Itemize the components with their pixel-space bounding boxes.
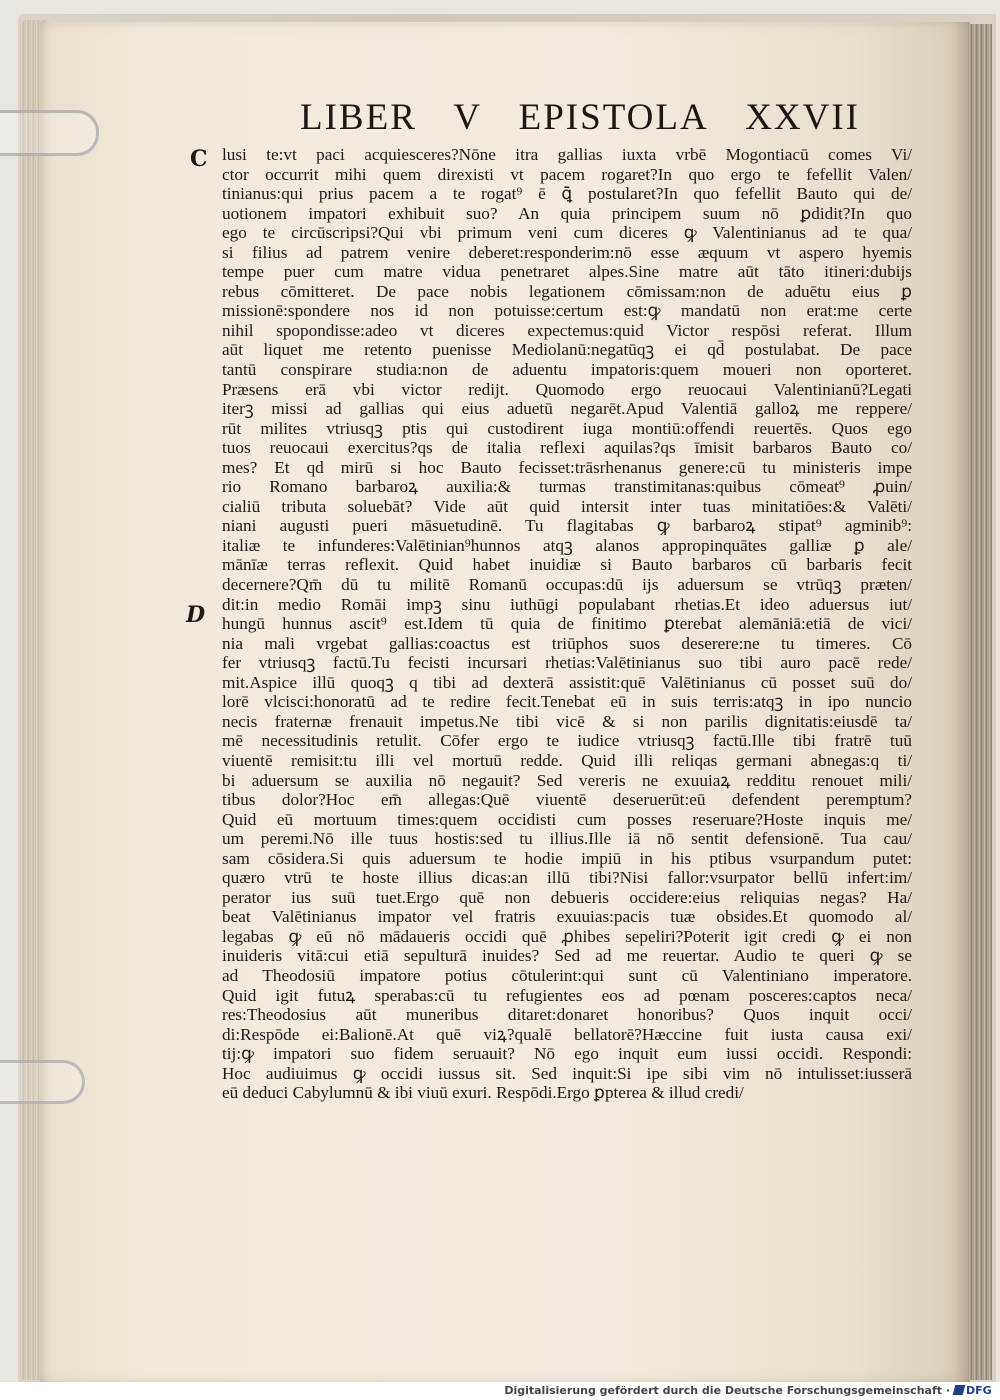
- text-line: ego te circūscripsi?Qui vbi primum veni cum diceres ꝙ Valentinianus ad te qua/: [222, 223, 912, 243]
- dfg-logo-text: DFG: [966, 1383, 992, 1397]
- text-line: Quid igit futuꝝ sperabas:cū tu refugientes eos ad pœnam posceres:captos neca/: [222, 985, 912, 1005]
- text-line: tempe puer cum matre vidua penetraret alpes.Sine matre aūt tāto itineri:dubijs: [222, 262, 912, 282]
- text-line: Præsens erā vbi victor redijt. Quomodo ergo reuocaui Valentinianū?Legati: [222, 379, 912, 399]
- text-line: decernere?Qm̄ dū tu militē Romanū occupas:dū ijs aduersum se vtrūqꝫ præten/: [222, 575, 912, 595]
- text-line: tuos reuocaui exercitus?qs de italia reflexi aquilas?qs īmisit barbaros Bauto co/: [222, 438, 912, 458]
- text-line: quæro vtrū te hoste illius dicas:an illū tibi?Nisi fallor:vsurpator bellū infert:im/: [222, 868, 912, 888]
- text-line: lusi te:vt paci acquiesceres?Nōne itra gallias iuxta vrbē Mogontiacū comes Vi/: [222, 145, 912, 164]
- text-line: hungū hunnus ascit⁹ est.Idem tū quia de finitimo ꝑterebat alemāniā:etiā de vici/: [222, 614, 912, 634]
- text-line: niani augusti pueri māsuetudinē. Tu flagitabas ꝙ barbaroꝝ stipat⁹ agminib⁹:: [222, 516, 912, 536]
- text-line: dit:in medio Romāi impꝫ sinu iuthūgi populabant rhetias.Et ideo aduersus iut/: [222, 594, 912, 614]
- text-line: uotionem impatori exhibuit suo? An quia principem suum nō ꝑdidit?In quo: [222, 203, 912, 223]
- running-header: [300, 96, 860, 140]
- digitization-credit: Digitalisierung gefördert durch die Deutsche Forschungsgemeinschaft ·: [504, 1384, 950, 1397]
- text-line: tij:ꝙ impatori suo fidem seruauit? Nō ego inquit eum iussi occidi. Respondi:: [222, 1044, 912, 1064]
- text-line: mit.Aspice illū quoqꝫ q tibi ad dexterā assistit:quē Valētinianus cū posset suū do/: [222, 672, 912, 692]
- text-line: um peremi.Nō ille tuus hostis:sed tu illius.Ille iā nō sentit defensionē. Tua cau/: [222, 829, 912, 849]
- text-line: iterꝫ missi ad gallias qui eius aduetū negarēt.Apud Valentiā galloꝝ me reppere/: [222, 399, 912, 419]
- text-line: missionē:spondere nos id non potuisse:certum est:ꝙ mandatū non erat:me certe: [222, 301, 912, 321]
- dfg-logo: [954, 1383, 994, 1397]
- dfg-logo-mark-icon: [953, 1385, 966, 1395]
- text-line: inuideris vitā:cui etiā sepulturā inuides? Sed ad me reuertar. Audio te queri ꝙ se: [222, 946, 912, 966]
- text-line: rūt milites vtriusqꝫ ptis qui custodirent iuga montiū:offendi reuertēs. Quos ego: [222, 418, 912, 438]
- text-line: lorē vlcisci:honoratū ad te redire fecit.Tenebat eū in suis terris:atqꝫ in ipo nuncio: [222, 692, 912, 712]
- text-line: necis fraternæ frenauit impetus.Ne tibi vicē & si non parilis dignitatis:eiusdē ta/: [222, 711, 912, 731]
- text-line: bi aduersum se auxilia nō negauit? Sed vereris ne exuuiaꝝ redditu renouet mili/: [222, 770, 912, 790]
- text-line: cialiū tributa soluebāt? Vide aūt quid intersit inter tuas minitatiōes:& Valēti/: [222, 496, 912, 516]
- text-line: rio Romano barbaroꝝ auxilia:& turmas transtimitanas:quibus cōmeat⁹ ꝓuin/: [222, 477, 912, 497]
- text-line: tantū conspirare studia:non de aduentu impatoris:quem moueri non oporteret.: [222, 360, 912, 380]
- text-line: nia mali vrgebat gallias:coactus est triūphos suos deserere:ne tu timeres. Cō: [222, 633, 912, 653]
- text-line: si filius ad patrem venire deberet:responderim:nō esse æquum vt aspero hyemis: [222, 242, 912, 262]
- text-line: Quid eū mortuum times:quem occidisti cum posses reseruare?Hoste inquis me/: [222, 809, 912, 829]
- text-line: mes? Et qd mirū si hoc Bauto fecisset:trāsrhenanus genere:cū tu ministeris impe: [222, 457, 912, 477]
- text-line: mē necessitudinis retulit. Cōfer ergo te iudice vtriusqꝫ factū.Ille tibi fratrē tuū: [222, 731, 912, 751]
- text-line: eū deduci Cabylumnū & ibi viuū exuri. Respōdi.Ergo ꝑpterea & illud credi/: [222, 1083, 744, 1103]
- text-line: italiæ te infunderes:Valētinian⁹hunnos atqꝫ alanos appropinquātes galliæ ꝑ ale/: [222, 535, 912, 555]
- page-clip-top: [0, 110, 99, 156]
- text-line: res:Theodosius aūt muneribus ditaret:donaret honoribus? Quos inquit occi/: [222, 1005, 912, 1025]
- marginal-initial-c: C: [190, 146, 208, 172]
- text-line: sam cōsidera.Si quis aduersum te hodie impiū in his ptibus vsurpandum putet:: [222, 848, 912, 868]
- text-line: ctor occurrit mihi quem direxisti vt pacem rogaret?In quo ergo te fefellit Valen/: [222, 164, 912, 184]
- page-clip-bottom: [0, 1060, 85, 1104]
- text-line: di:Respōde ei:Balionē.At quē viꝝ?qualē bellatorē?Hæccine fuit iusta causa exi/: [222, 1024, 912, 1044]
- header-book-number: V: [453, 97, 483, 138]
- text-line: viuentē remisit:tu illi vel mortuū redde. Quid illi reliqas germani abnegas:q ti/: [222, 750, 912, 770]
- text-line: mānīæ terras reflexit. Quid habet inuidiæ si Bauto barbaros cū barbaris fecit: [222, 555, 912, 575]
- header-liber: LIBER: [300, 97, 417, 138]
- text-line: nihil spopondisse:adeo vt diceres expectemus:quid Victor respōsi referat. Illum: [222, 320, 912, 340]
- letter-text-block: [222, 145, 912, 1103]
- text-line: ad Theodosiū impatore potius cōtulerint:qui sunt cū Valentiniano imperatore.: [222, 965, 912, 985]
- text-line: perator ius suū tuet.Ergo quē non debueris occidere:eius reliquias negas? Ha/: [222, 887, 912, 907]
- text-line: fer vtriusqꝫ factū.Tu fecisti incursari rhetias:Valētinianus suo tibi auro pacē rede/: [222, 653, 912, 673]
- text-line: rebus cōmitteret. De pace nobis legationem cōmissam:non de aduētu eius ꝑ: [222, 281, 912, 301]
- text-line: beat Valētinianus impator vel fratris exuuias:pacis tuæ obsides.Et quomodo al/: [222, 907, 912, 927]
- marginal-initial-d: D: [186, 602, 206, 628]
- text-line: Hoc audiuimus ꝙ occidi iussus sit. Sed inquit:Si ipe sibi vim nō intulisset:iusserā: [222, 1063, 912, 1083]
- right-page-edges: [968, 24, 992, 1380]
- text-line: legabas ꝙ eū nō mādaueris occidi quē ꝓhibes sepeliri?Poterit igit credi ꝙ ei non: [222, 926, 912, 946]
- text-line: tinianus:qui prius pacem a te rogat⁹ ē ꝗ̄ postularet?In quo fefellit Bauto qui de/: [222, 184, 912, 204]
- header-epistola-number: XXVII: [745, 97, 860, 138]
- text-line: aūt liquet me retento puenisse Mediolanū:negatūqꝫ ei qd̄ postulabat. De pace: [222, 340, 912, 360]
- text-line: tibus dolor?Hoc em̄ allegas:Quē viuentē deseruerūt:eū defendent peremptum?: [222, 790, 912, 810]
- header-epistola: EPISTOLA: [518, 97, 709, 138]
